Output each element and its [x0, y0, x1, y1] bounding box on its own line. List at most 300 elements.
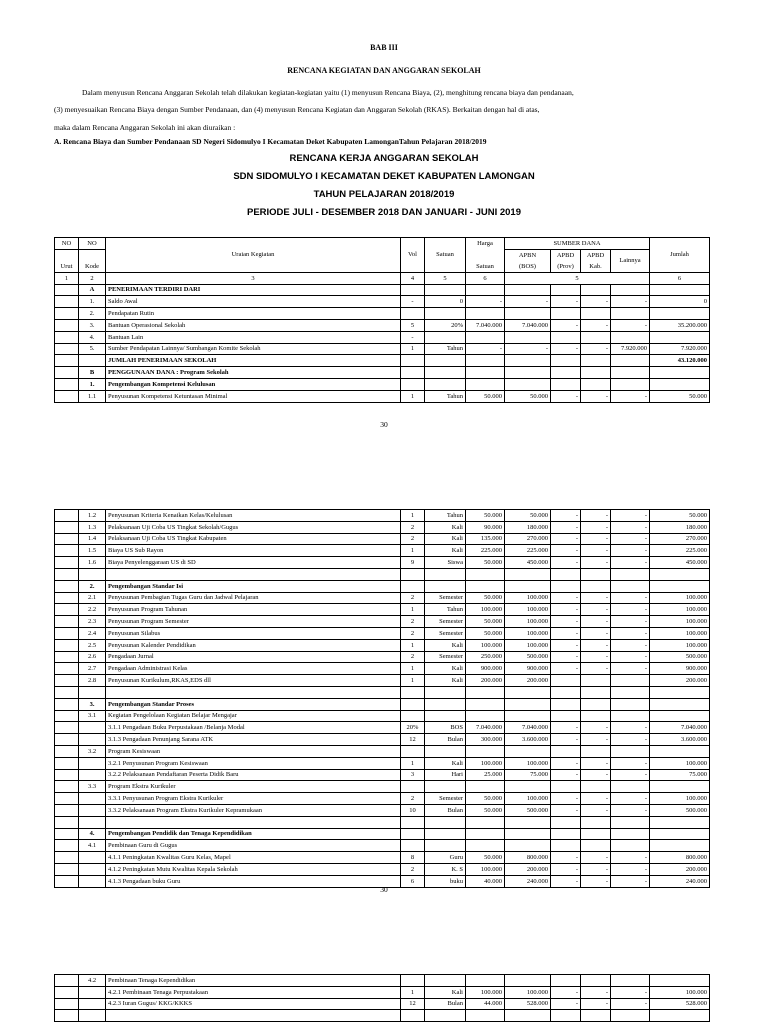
cell-satuan: Bulan — [425, 734, 466, 746]
cell-urut — [55, 308, 79, 320]
cell-uraian: Penyusunan Silabus — [106, 627, 401, 639]
cell-apbd-kab: - — [581, 545, 611, 557]
cell-vol — [401, 781, 425, 793]
cell-lainnya: - — [611, 592, 650, 604]
cell-apbd-kab — [581, 1010, 611, 1022]
cell-harga: 44.000 — [466, 998, 505, 1010]
colnum-2: 2 — [79, 272, 106, 284]
header-kode: Kode — [79, 249, 106, 272]
table-row — [55, 639, 710, 651]
table-row — [55, 828, 710, 840]
cell-lainnya — [611, 975, 650, 987]
cell-harga: 40.000 — [466, 875, 505, 887]
cell-apbd-kab: - — [581, 793, 611, 805]
table-row — [55, 793, 710, 805]
table-row — [55, 663, 710, 675]
table-row — [55, 840, 710, 852]
cell-urut — [55, 757, 79, 769]
cell-jumlah — [650, 840, 710, 852]
cell-kode — [79, 986, 106, 998]
cell-kode: 2. — [79, 580, 106, 592]
cell-apbd-prov: - — [551, 757, 581, 769]
cell-kode: 1.4 — [79, 533, 106, 545]
cell-satuan — [425, 710, 466, 722]
cell-apbd-kab: - — [581, 390, 611, 402]
cell-lainnya — [611, 710, 650, 722]
cell-harga — [466, 698, 505, 710]
cell-apbd-kab — [581, 745, 611, 757]
cell-satuan: Tahun — [425, 604, 466, 616]
cell-apbn — [505, 686, 551, 698]
cell-satuan — [425, 580, 466, 592]
cell-vol: 2 — [401, 592, 425, 604]
cell-vol: 1 — [401, 986, 425, 998]
cell-kode: 4.1 — [79, 840, 106, 852]
cell-apbd-prov: - — [551, 852, 581, 864]
cell-apbd-kab — [581, 840, 611, 852]
cell-uraian: Penyusunan Kalender Pendidikan — [106, 639, 401, 651]
cell-kode: 1.3 — [79, 521, 106, 533]
table-row — [55, 521, 710, 533]
cell-harga — [466, 580, 505, 592]
cell-uraian: Pendapatan Rutin — [106, 308, 401, 320]
cell-satuan — [425, 975, 466, 987]
cell-satuan: Kali — [425, 757, 466, 769]
cell-vol: 2 — [401, 521, 425, 533]
cell-apbd-prov — [551, 580, 581, 592]
cell-uraian: Pembinaan Guru di Gugus — [106, 840, 401, 852]
cell-uraian: Bantuan Lain — [106, 331, 401, 343]
cell-satuan: 0 — [425, 296, 466, 308]
cell-satuan — [425, 367, 466, 379]
cell-kode: 2.5 — [79, 639, 106, 651]
cell-jumlah — [650, 367, 710, 379]
cell-urut — [55, 616, 79, 628]
cell-vol — [401, 1010, 425, 1022]
budget-heading-4: PERIODE JULI - DESEMBER 2018 DAN JANUARI - JUNI 2019 — [247, 207, 521, 218]
cell-satuan: 20% — [425, 319, 466, 331]
cell-harga: 900.000 — [466, 663, 505, 675]
cell-apbd-prov: - — [551, 998, 581, 1010]
cell-apbd-kab — [581, 816, 611, 828]
table-row — [55, 319, 710, 331]
cell-apbn — [505, 568, 551, 580]
cell-jumlah — [650, 331, 710, 343]
cell-apbd-prov: - — [551, 557, 581, 569]
cell-apbd-prov — [551, 781, 581, 793]
cell-urut — [55, 975, 79, 987]
cell-harga: 7.040.000 — [466, 722, 505, 734]
cell-lainnya — [611, 580, 650, 592]
cell-satuan: Tahun — [425, 510, 466, 522]
cell-vol: 1 — [401, 545, 425, 557]
cell-uraian: 3.2.2 Pelaksanaan Pendaftaran Peserta Didik Baru — [106, 769, 401, 781]
cell-apbd-prov — [551, 331, 581, 343]
cell-harga: 50.000 — [466, 592, 505, 604]
table-row — [55, 651, 710, 663]
cell-apbn: 50.000 — [505, 510, 551, 522]
cell-uraian: Penyusunan Program Tahunan — [106, 604, 401, 616]
cell-urut — [55, 722, 79, 734]
cell-jumlah: 100.000 — [650, 986, 710, 998]
cell-apbd-kab: - — [581, 319, 611, 331]
cell-lainnya: - — [611, 390, 650, 402]
cell-satuan — [425, 355, 466, 367]
cell-vol: 6 — [401, 875, 425, 887]
table-row — [55, 390, 710, 402]
cell-harga: 225.000 — [466, 545, 505, 557]
cell-uraian: Pengembangan Kompetensi Kelulusan — [106, 378, 401, 390]
cell-kode — [79, 734, 106, 746]
cell-apbd-kab: - — [581, 863, 611, 875]
cell-lainnya — [611, 675, 650, 687]
cell-uraian: PENERIMAAN TERDIRI DARI — [106, 284, 401, 296]
cell-apbd-prov — [551, 308, 581, 320]
cell-uraian — [106, 568, 401, 580]
cell-harga — [466, 355, 505, 367]
cell-satuan: Semester — [425, 616, 466, 628]
cell-urut — [55, 1010, 79, 1022]
cell-apbd-prov: - — [551, 639, 581, 651]
cell-jumlah: 450.000 — [650, 557, 710, 569]
cell-uraian: Kegiatan Pengelolaan Kegiatan Belajar Mengajar — [106, 710, 401, 722]
table-row — [55, 568, 710, 580]
cell-kode: 2.8 — [79, 675, 106, 687]
cell-uraian: Penyusunan Pembagian Tugas Guru dan Jadwal Pelajaran — [106, 592, 401, 604]
budget-heading-3: TAHUN PELAJARAN 2018/2019 — [313, 189, 455, 200]
cell-apbn: 100.000 — [505, 793, 551, 805]
cell-urut — [55, 331, 79, 343]
table-row — [55, 816, 710, 828]
cell-apbn: 7.040.000 — [505, 319, 551, 331]
cell-uraian: 4.1.2 Peningkatan Mutu Kwalitas Kepala Sekolah — [106, 863, 401, 875]
budget-table-part-1-body — [55, 284, 710, 402]
table-row — [55, 557, 710, 569]
cell-lainnya: - — [611, 734, 650, 746]
cell-apbd-prov — [551, 745, 581, 757]
cell-apbd-kab: - — [581, 296, 611, 308]
header-urut: Urut — [55, 249, 79, 272]
cell-harga — [466, 1010, 505, 1022]
cell-vol: 1 — [401, 343, 425, 355]
cell-urut — [55, 296, 79, 308]
cell-jumlah: 3.600.000 — [650, 734, 710, 746]
cell-harga — [466, 331, 505, 343]
table-row — [55, 757, 710, 769]
cell-satuan: Kali — [425, 533, 466, 545]
cell-uraian: Pengembangan Pendidik dan Tenaga Kependidikan — [106, 828, 401, 840]
cell-vol: 3 — [401, 769, 425, 781]
cell-apbd-prov: - — [551, 722, 581, 734]
cell-uraian: 3.3.1 Penyusunan Program Ekstra Kurikuler — [106, 793, 401, 805]
cell-uraian: Penyusunan Kompetensi Ketuntasan Minimal — [106, 390, 401, 402]
cell-apbn: 500.000 — [505, 651, 551, 663]
cell-apbd-prov — [551, 675, 581, 687]
cell-vol — [401, 284, 425, 296]
cell-jumlah — [650, 580, 710, 592]
table-row — [55, 986, 710, 998]
cell-apbd-prov: - — [551, 319, 581, 331]
cell-apbd-prov: - — [551, 390, 581, 402]
cell-jumlah: 75.000 — [650, 769, 710, 781]
cell-kode: 1. — [79, 378, 106, 390]
cell-lainnya — [611, 781, 650, 793]
cell-apbn — [505, 840, 551, 852]
cell-kode: A — [79, 284, 106, 296]
cell-kode: 1.5 — [79, 545, 106, 557]
cell-apbd-kab: - — [581, 639, 611, 651]
cell-jumlah — [650, 828, 710, 840]
table-row — [55, 604, 710, 616]
table-row — [55, 722, 710, 734]
cell-lainnya: - — [611, 521, 650, 533]
cell-harga: 100.000 — [466, 863, 505, 875]
cell-harga: 300.000 — [466, 734, 505, 746]
cell-harga — [466, 568, 505, 580]
cell-apbd-prov: - — [551, 545, 581, 557]
cell-apbn: 800.000 — [505, 852, 551, 864]
cell-apbd-prov — [551, 975, 581, 987]
header-apbn-label: APBN — [518, 251, 537, 259]
table-row — [55, 627, 710, 639]
cell-urut — [55, 663, 79, 675]
cell-urut — [55, 651, 79, 663]
cell-urut — [55, 557, 79, 569]
table-row — [55, 781, 710, 793]
cell-apbd-kab: - — [581, 557, 611, 569]
cell-satuan: Kali — [425, 521, 466, 533]
cell-kode: 2. — [79, 308, 106, 320]
cell-harga: 90.000 — [466, 521, 505, 533]
cell-kode: 1. — [79, 296, 106, 308]
cell-urut — [55, 639, 79, 651]
cell-satuan: Kali — [425, 545, 466, 557]
cell-lainnya — [611, 686, 650, 698]
cell-kode: 1.1 — [79, 390, 106, 402]
cell-apbd-kab — [581, 355, 611, 367]
cell-apbd-kab — [581, 781, 611, 793]
intro-paragraph-line-2: (3) menyesuaikan Rencana Biaya dengan Sumber Pendanaan, dan (4) menyusun Rencana Kegiatan dan Anggaran Sekolah (RKAS). Berkaitan dengan hal di atas, — [54, 105, 540, 114]
cell-apbn — [505, 781, 551, 793]
cell-apbn: 200.000 — [505, 675, 551, 687]
header-harga: Harga — [466, 238, 505, 250]
colnum-6: 6 — [466, 272, 505, 284]
cell-jumlah: 270.000 — [650, 533, 710, 545]
cell-kode: 1.2 — [79, 510, 106, 522]
cell-kode — [79, 722, 106, 734]
cell-urut — [55, 745, 79, 757]
cell-kode: 3.3 — [79, 781, 106, 793]
cell-harga — [466, 816, 505, 828]
cell-jumlah: 240.000 — [650, 875, 710, 887]
cell-jumlah: 200.000 — [650, 675, 710, 687]
cell-urut — [55, 675, 79, 687]
cell-harga: 7.040.000 — [466, 319, 505, 331]
colnum-1: 1 — [55, 272, 79, 284]
cell-harga: 50.000 — [466, 793, 505, 805]
cell-vol: 9 — [401, 557, 425, 569]
cell-apbn — [505, 710, 551, 722]
cell-apbd-prov — [551, 710, 581, 722]
cell-apbd-kab: - — [581, 627, 611, 639]
cell-jumlah — [650, 378, 710, 390]
cell-lainnya: - — [611, 627, 650, 639]
cell-jumlah — [650, 745, 710, 757]
cell-apbn — [505, 698, 551, 710]
cell-harga: 50.000 — [466, 510, 505, 522]
cell-jumlah: 7.920.000 — [650, 343, 710, 355]
cell-harga: 25.000 — [466, 769, 505, 781]
cell-kode: 2.6 — [79, 651, 106, 663]
table-row — [55, 510, 710, 522]
cell-apbn — [505, 975, 551, 987]
cell-urut — [55, 580, 79, 592]
chapter-label: BAB III — [370, 43, 398, 52]
cell-satuan — [425, 284, 466, 296]
cell-harga: 50.000 — [466, 390, 505, 402]
cell-kode: 3. — [79, 698, 106, 710]
header-no-1: NO — [55, 238, 79, 250]
header-vol: Vol — [401, 238, 425, 273]
cell-apbd-prov: - — [551, 343, 581, 355]
cell-vol: 10 — [401, 804, 425, 816]
cell-uraian: Sumber Pendapatan Lainnya/ Sumbangan Komite Sekolah — [106, 343, 401, 355]
cell-satuan — [425, 331, 466, 343]
cell-vol: 12 — [401, 734, 425, 746]
table-row — [55, 804, 710, 816]
cell-lainnya — [611, 745, 650, 757]
cell-satuan — [425, 828, 466, 840]
cell-urut — [55, 793, 79, 805]
cell-apbd-prov: - — [551, 663, 581, 675]
colnum-4: 4 — [401, 272, 425, 284]
cell-satuan — [425, 568, 466, 580]
cell-kode — [79, 769, 106, 781]
cell-lainnya — [611, 367, 650, 379]
chapter-title: RENCANA KEGIATAN DAN ANGGARAN SEKOLAH — [287, 66, 481, 75]
cell-lainnya — [611, 308, 650, 320]
cell-apbn: 180.000 — [505, 521, 551, 533]
cell-harga — [466, 840, 505, 852]
cell-vol: 12 — [401, 998, 425, 1010]
cell-harga: - — [466, 296, 505, 308]
header-apbd-kab — [581, 249, 611, 272]
cell-apbd-kab: - — [581, 510, 611, 522]
cell-apbn: 100.000 — [505, 757, 551, 769]
table-row — [55, 686, 710, 698]
cell-apbn: 7.040.000 — [505, 722, 551, 734]
cell-apbd-prov — [551, 840, 581, 852]
table-row — [55, 331, 710, 343]
cell-apbd-prov: - — [551, 651, 581, 663]
cell-apbd-prov — [551, 284, 581, 296]
cell-satuan — [425, 698, 466, 710]
cell-kode: 4.2 — [79, 975, 106, 987]
cell-lainnya: - — [611, 545, 650, 557]
cell-apbd-prov — [551, 568, 581, 580]
cell-apbn: 50.000 — [505, 390, 551, 402]
cell-uraian: PENGGUNAAN DANA : Program Sekolah — [106, 367, 401, 379]
cell-uraian: Pengembangan Standar Proses — [106, 698, 401, 710]
cell-urut — [55, 804, 79, 816]
cell-jumlah — [650, 284, 710, 296]
cell-urut — [55, 592, 79, 604]
table-row — [55, 343, 710, 355]
cell-kode: 2.1 — [79, 592, 106, 604]
cell-lainnya: - — [611, 804, 650, 816]
cell-kode — [79, 998, 106, 1010]
cell-urut — [55, 343, 79, 355]
cell-apbd-kab: - — [581, 875, 611, 887]
cell-apbd-kab — [581, 284, 611, 296]
cell-apbn — [505, 308, 551, 320]
cell-apbd-prov — [551, 816, 581, 828]
cell-apbd-kab — [581, 308, 611, 320]
cell-vol: 2 — [401, 533, 425, 545]
cell-harga: 100.000 — [466, 639, 505, 651]
cell-vol — [401, 378, 425, 390]
cell-apbd-kab: - — [581, 769, 611, 781]
cell-satuan: Semester — [425, 793, 466, 805]
cell-apbd-kab: - — [581, 804, 611, 816]
header-apbd-prov-label: APBD — [556, 251, 575, 259]
table-row — [55, 296, 710, 308]
cell-kode: 1.6 — [79, 557, 106, 569]
cell-apbd-prov: - — [551, 521, 581, 533]
cell-apbd-kab — [581, 378, 611, 390]
cell-kode — [79, 852, 106, 864]
cell-harga: 50.000 — [466, 616, 505, 628]
cell-vol — [401, 745, 425, 757]
cell-lainnya: - — [611, 319, 650, 331]
header-lainnya: Lainnya — [611, 249, 650, 272]
cell-apbn — [505, 331, 551, 343]
cell-kode: B — [79, 367, 106, 379]
cell-satuan: buku — [425, 875, 466, 887]
cell-kode — [79, 355, 106, 367]
cell-kode — [79, 568, 106, 580]
cell-apbn: 100.000 — [505, 639, 551, 651]
cell-uraian: 4.1.3 Pengadaan buku Guru — [106, 875, 401, 887]
cell-vol: 20% — [401, 722, 425, 734]
cell-jumlah: 500.000 — [650, 804, 710, 816]
cell-uraian: 3.1.3 Pengadaan Penunjang Sarana ATK — [106, 734, 401, 746]
cell-urut — [55, 781, 79, 793]
cell-uraian: Pelaksanaan Uji Coba US Tingkat Sekolah/Gugus — [106, 521, 401, 533]
cell-apbd-kab — [581, 580, 611, 592]
cell-satuan: Guru — [425, 852, 466, 864]
cell-uraian: Pengembangan Standar Isi — [106, 580, 401, 592]
cell-lainnya — [611, 828, 650, 840]
cell-vol — [401, 698, 425, 710]
cell-uraian — [106, 816, 401, 828]
cell-lainnya: - — [611, 651, 650, 663]
cell-urut — [55, 828, 79, 840]
cell-jumlah — [650, 975, 710, 987]
cell-uraian: Pengadaan Administrasi Kelas — [106, 663, 401, 675]
cell-lainnya — [611, 698, 650, 710]
cell-vol: 1 — [401, 663, 425, 675]
cell-vol: 1 — [401, 675, 425, 687]
cell-apbd-kab — [581, 698, 611, 710]
cell-kode: 4. — [79, 828, 106, 840]
cell-apbd-prov — [551, 1010, 581, 1022]
cell-apbd-prov — [551, 686, 581, 698]
cell-harga — [466, 781, 505, 793]
cell-urut — [55, 378, 79, 390]
header-apbd-prov — [551, 249, 581, 272]
header-apbn — [505, 249, 551, 272]
